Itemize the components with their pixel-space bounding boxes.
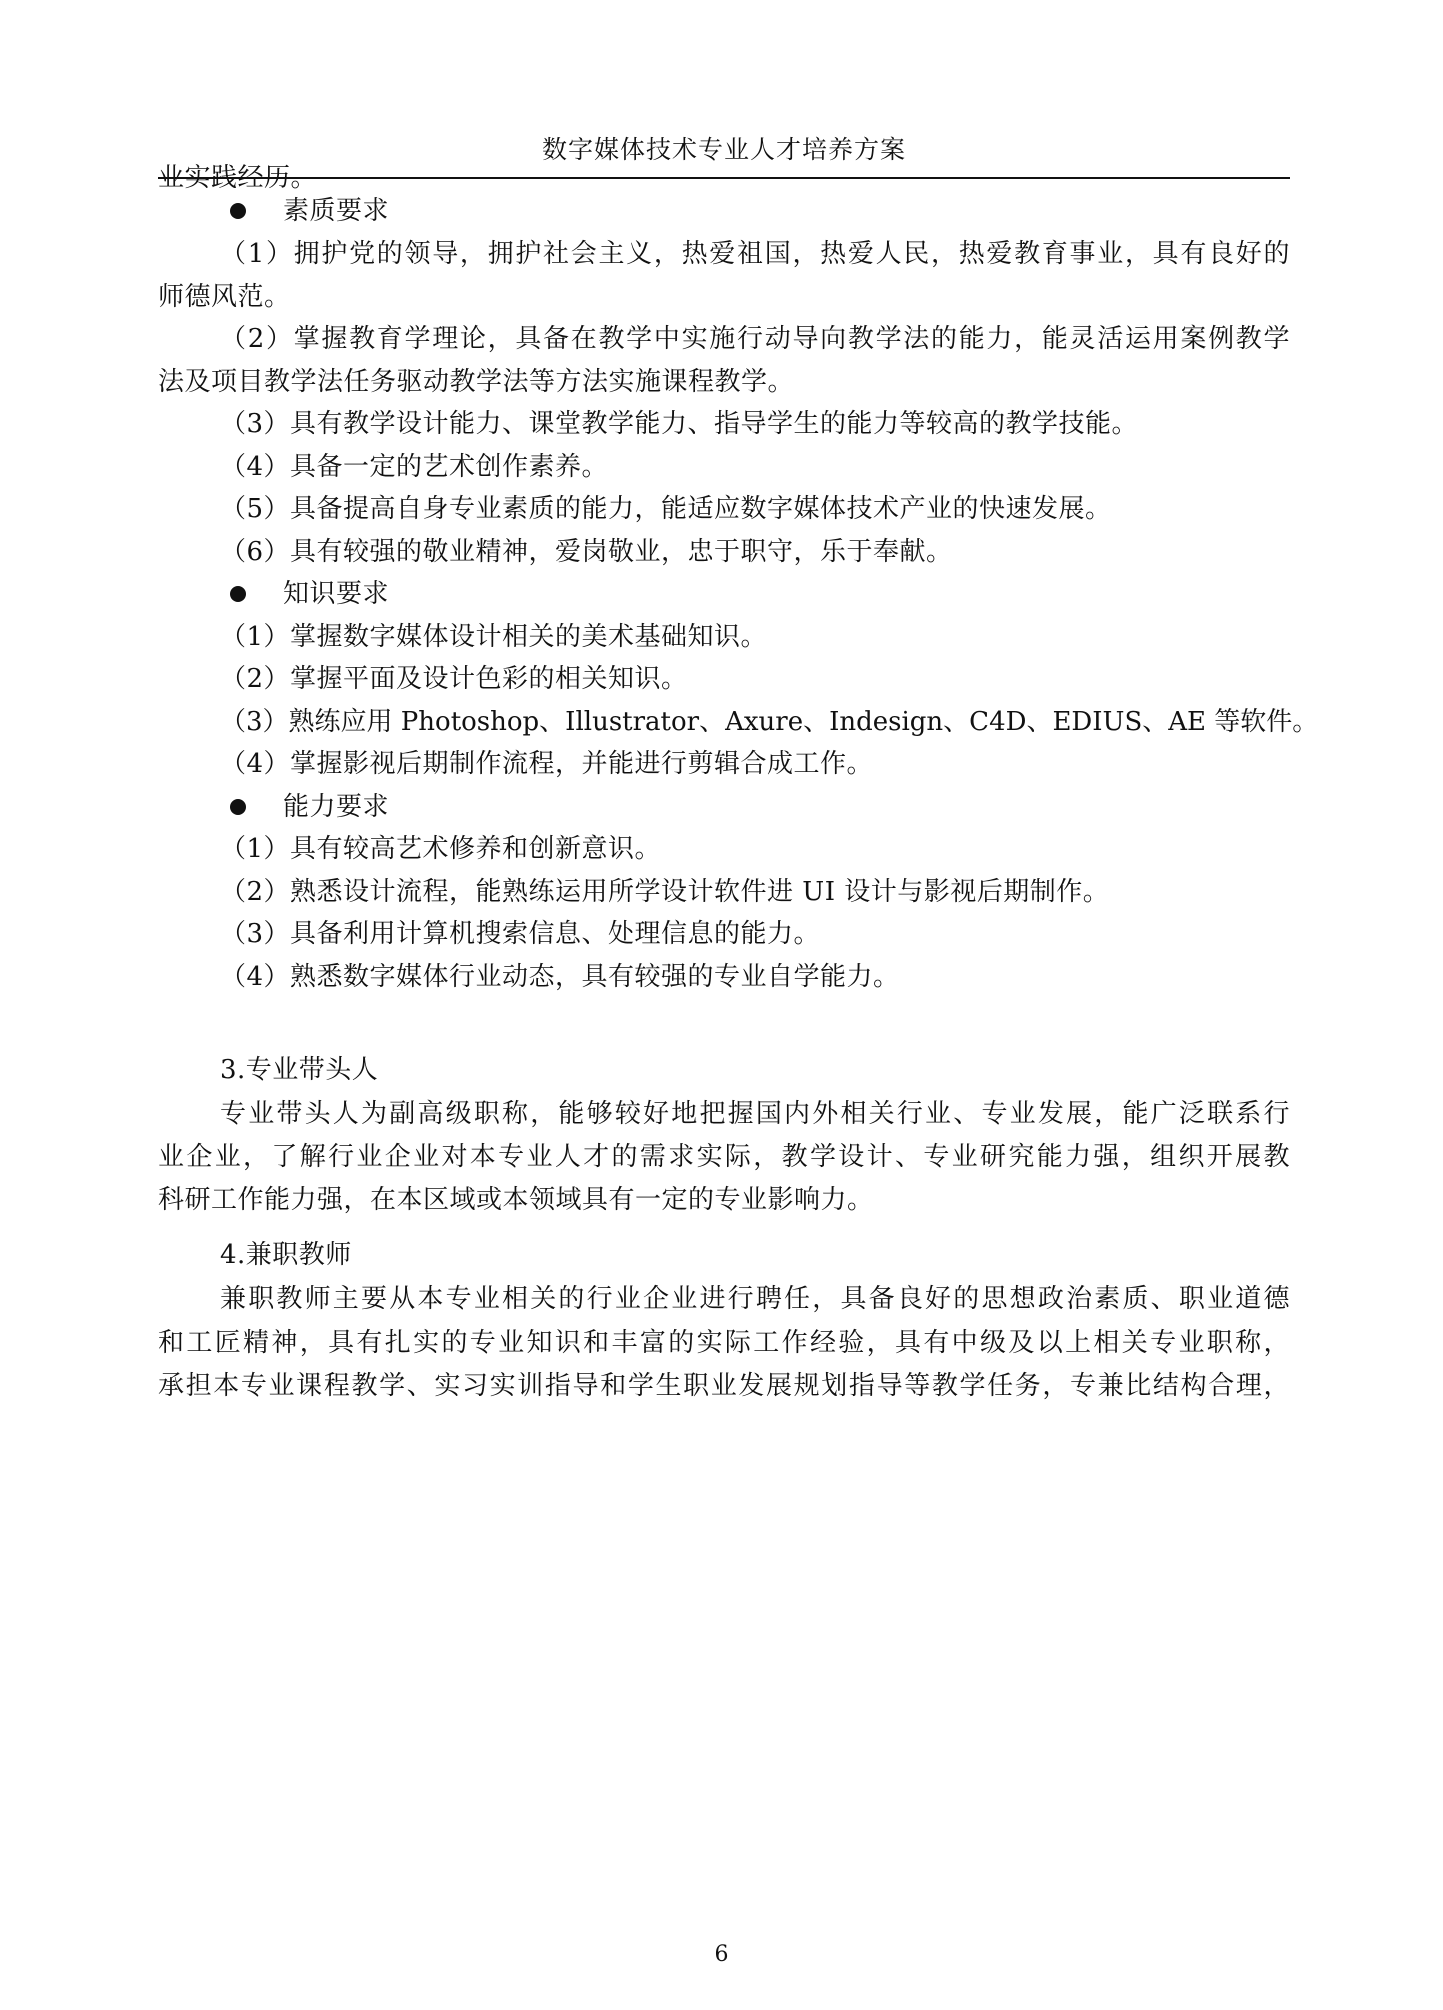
knowledge-heading: 知识要求: [283, 579, 390, 609]
quality-item: 师德风范。: [158, 282, 291, 312]
knowledge-item: （3）熟练应用 Photoshop、Illustrator、Axure、Indesign、C4D、EDIUS、AE 等软件。: [220, 707, 1319, 737]
section-heading: 3.专业带头人: [220, 1055, 379, 1085]
ability-item: （2）熟悉设计流程，能熟练运用所学设计软件进 UI 设计与影视后期制作。: [220, 877, 1110, 907]
paragraph-line: 专业带头人为副高级职称，能够较好地把握国内外相关行业、专业发展，能广泛联系行: [220, 1099, 1290, 1129]
ability-item: （4）熟悉数字媒体行业动态，具有较强的专业自学能力。: [220, 962, 900, 992]
quality-item: （4）具备一定的艺术创作素养。: [220, 452, 609, 482]
page-number: 6: [714, 1942, 729, 1967]
quality-item: 法及项目教学法任务驱动教学法等方法实施课程教学。: [158, 367, 795, 397]
bullet-icon: [230, 586, 246, 602]
quality-heading: 素质要求: [283, 196, 390, 226]
quality-item: （6）具有较强的敬业精神，爱岗敬业，忠于职守，乐于奉献。: [220, 537, 953, 567]
section-heading: 4.兼职教师: [220, 1240, 352, 1270]
continuation-line: 业实践经历。: [158, 163, 318, 193]
knowledge-item: （2）掌握平面及设计色彩的相关知识。: [220, 664, 688, 694]
ability-item: （1）具有较高艺术修养和创新意识。: [220, 834, 662, 864]
running-header-title: 数字媒体技术专业人才培养方案: [541, 135, 906, 164]
ability-heading: 能力要求: [283, 792, 390, 822]
ability-item: （3）具备利用计算机搜索信息、处理信息的能力。: [220, 919, 821, 949]
paragraph-line: 业企业，了解行业企业对本专业人才的需求实际，教学设计、专业研究能力强，组织开展教: [158, 1142, 1290, 1172]
knowledge-item: （1）掌握数字媒体设计相关的美术基础知识。: [220, 622, 768, 652]
quality-item: （3）具有教学设计能力、课堂教学能力、指导学生的能力等较高的教学技能。: [220, 409, 1139, 439]
paragraph-line: 承担本专业课程教学、实习实训指导和学生职业发展规划指导等教学任务，专兼比结构合理，: [158, 1371, 1290, 1401]
quality-item: （2）掌握教育学理论，具备在教学中实施行动导向教学法的能力，能灵活运用案例教学: [220, 324, 1290, 354]
bullet-icon: [230, 799, 246, 815]
paragraph-line: 和工匠精神，具有扎实的专业知识和丰富的实际工作经验，具有中级及以上相关专业职称，: [158, 1328, 1290, 1358]
quality-item: （1）拥护党的领导，拥护社会主义，热爱祖国，热爱人民，热爱教育事业，具有良好的: [220, 239, 1290, 269]
header-divider: [158, 177, 1290, 179]
bullet-icon: [230, 203, 246, 219]
quality-item: （5）具备提高自身专业素质的能力，能适应数字媒体技术产业的快速发展。: [220, 494, 1112, 524]
paragraph-line: 科研工作能力强，在本区域或本领域具有一定的专业影响力。: [158, 1185, 874, 1215]
knowledge-item: （4）掌握影视后期制作流程，并能进行剪辑合成工作。: [220, 749, 874, 779]
paragraph-line: 兼职教师主要从本专业相关的行业企业进行聘任，具备良好的思想政治素质、职业道德: [220, 1284, 1290, 1314]
